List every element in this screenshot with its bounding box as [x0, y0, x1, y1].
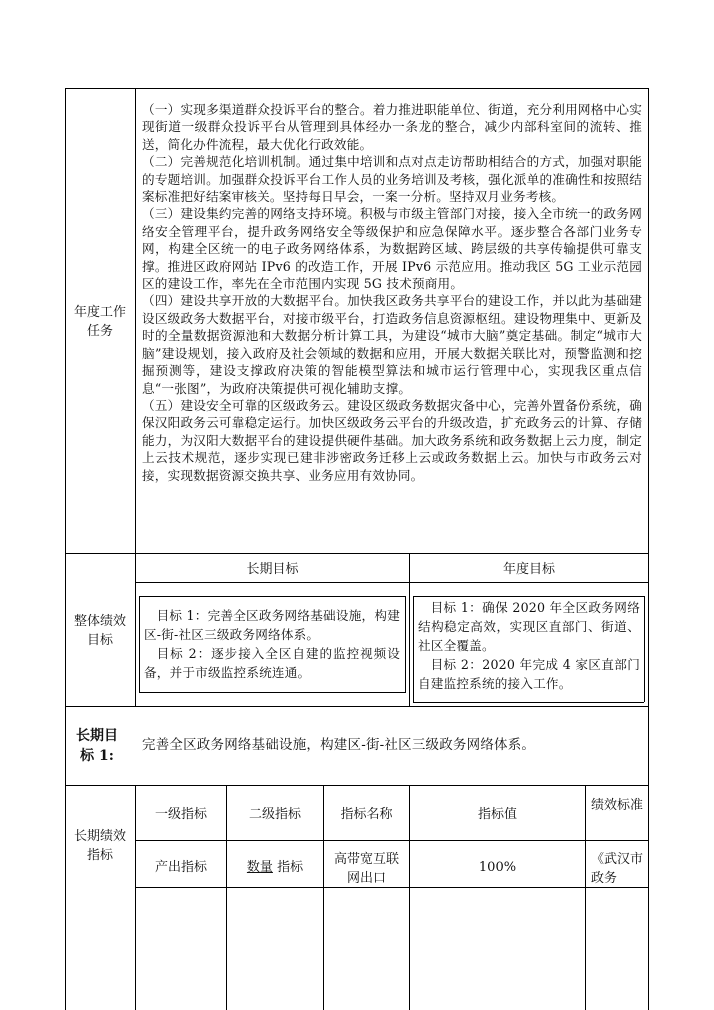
long-term-goals-list: [144, 606, 400, 682]
task-paragraph-2: （二）完善规范化培训机制。通过集中培训和点对点走访帮助相结合的方式，加强对职能的专题培训。加强群众投诉平台工作人员的业务培训及考核，强化派单的准确性和按照结案标准把好结案审核关。坚持每日早会，一案一分析。坚持双月业务考核。: [142, 154, 642, 205]
row-level2: [227, 858, 323, 877]
annual-goal-box-top: [413, 596, 644, 597]
row-divider-goals: [65, 706, 649, 707]
annual-tasks-content: [142, 101, 642, 484]
long-goal-box-top: [139, 596, 406, 597]
annual-goals-list: [418, 598, 640, 693]
goals-header-divider: [135, 582, 649, 583]
long-term-goal-1-text: 完善全区政务网络基础设施，构建区-街-社区三级政务网络体系。: [142, 737, 536, 753]
annual-tasks-label: 年度工作任务: [73, 305, 126, 339]
annual-goal-box-right: [644, 596, 645, 702]
table-top-border: [65, 88, 649, 89]
annual-goal-item: 目标 1：确保 2020 年全区政务网络结构稳定高效，实现区直部门、街道、社区全覆盖。: [418, 600, 640, 653]
header-level2: 二级指标: [248, 807, 301, 822]
task-paragraph-1: （一）实现多渠道群众投诉平台的整合。着力推进职能单位、街道，充分利用网格中心实现街道一级群众投诉平台从管理到具体经办一条龙的整合，减少内部科室间的流转、推送，简化办件流程，最大优化行政效能。: [142, 102, 642, 152]
annual-goals-header: 年度目标: [502, 562, 555, 577]
row-performance-standard: 《武汉市政务: [591, 852, 644, 886]
row-level2-quantity: 数量: [246, 860, 273, 875]
header-indicator-value: 指标值: [477, 807, 517, 822]
long-goal-box-left: [139, 596, 140, 692]
annual-goal-box-left: [413, 596, 414, 702]
label-column-divider: [135, 88, 136, 706]
long-term-goal-item: 目标 1：完善全区政务网络基础设施，构建区-街-社区三级政务网络体系。: [144, 608, 400, 642]
header-performance-standard: 绩效标准: [590, 798, 643, 813]
row-divider-tasks: [65, 553, 649, 554]
indicator-header-divider: [135, 840, 649, 841]
long-goal-box-right: [405, 596, 406, 692]
row-level2-suffix: 指标: [277, 860, 304, 875]
overall-goals-label: 整体绩效目标: [73, 614, 126, 648]
row-indicator-value: 100%: [478, 860, 517, 875]
indicator-col-4: [585, 785, 586, 1010]
long-term-goal-item: 目标 2：逐步接入全区自建的监控视频设备，并于市级监控系统连通。: [144, 646, 400, 680]
annual-goal-box-bottom: [413, 702, 644, 703]
header-level1: 一级指标: [154, 807, 207, 822]
row-level1: 产出指标: [154, 860, 207, 875]
table-border-right: [648, 88, 649, 1010]
long-term-goal-1-label: 长期目标 1:: [76, 728, 118, 764]
row-indicator-name: 高带宽互联网出口: [333, 852, 399, 886]
header-indicator-name: 指标名称: [340, 807, 393, 822]
long-goal-box-bottom: [139, 692, 406, 693]
task-paragraph-4: （四）建设共享开放的大数据平台。加快我区政务共享平台的建设工作，并以此为基础建设区级政务大数据平台，对接市级平台，打造政务信息资源枢纽。建设物理集中、更新及时的全量数据资源池和大数据分析计算工具，为建设“城市大脑”奠定基础。制定“城市大脑”建设规划，接入政府及社会领域的数据和应用，开展大数据关联比对，预警监测和挖掘预测等，建设支撑政府决策的智能模型算法和城市运行管理中心，实现我区重点信息“一张图”，为政府决策提供可视化辅助支撑。: [142, 293, 642, 396]
table-border-left: [65, 88, 66, 1010]
indicators-label: 长期绩效指标: [73, 829, 126, 863]
long-term-goals-header: 长期目标: [246, 562, 299, 577]
row-divider-goal1: [65, 785, 649, 786]
task-paragraph-5: （五）建设安全可靠的区级政务云。建设区级政务数据灾备中心，完善外置备份系统，确保汉阳政务云可靠稳定运行。加快区级政务云平台的升级改造，扩充政务云的计算、存储能力，为汉阳大数据平台的建设提供硬件基础。加大政务系统和政务数据上云力度，制定上云技术规范，逐步实现已建非涉密政务迁移上云或政务数据上云。加快与市政务云对接，实现数据资源交换共享、业务应用有效协同。: [142, 397, 642, 483]
task-paragraph-3: （三）建设集约完善的网络支持环境。积极与市级主管部门对接，接入全市统一的政务网络安全管理平台，提升政务网络安全等级保护和应急保障水平。逐步整合各部门业务专网，构建全区统一的电子政务网络体系，为数据跨区域、跨层级的共享传输提供可靠支撑。推进区政府网站 IPv6 的改造工作，开展 IPv6 示范应用。推动我区 5G 工业示范园区的建设工作，率先在全市范围内实现 5G 技术预商用。: [142, 206, 642, 292]
annual-goal-item: 目标 2：2020 年完成 4 家区直部门自建监控系统的接入工作。: [418, 657, 640, 691]
